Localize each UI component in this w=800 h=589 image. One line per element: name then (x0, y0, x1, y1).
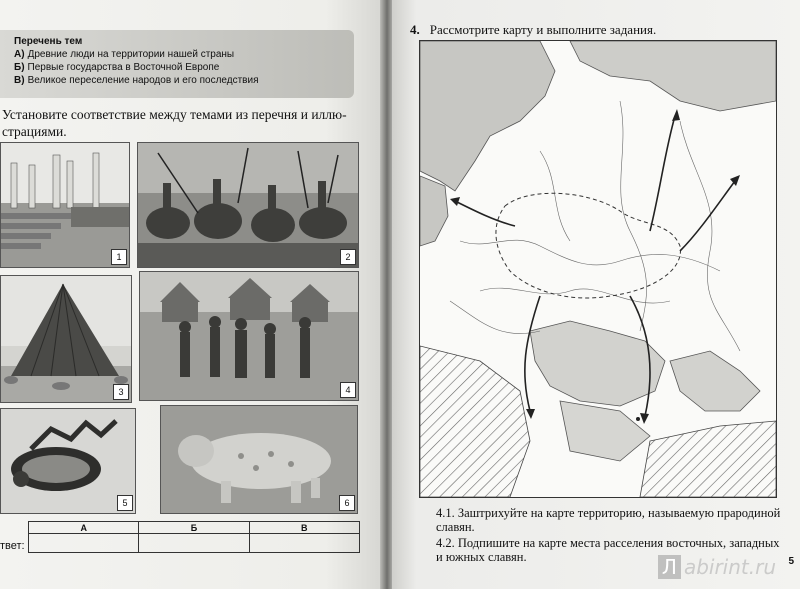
topic-item-v: В) Великое переселение народов и его последствия (14, 75, 259, 86)
settlement-image (140, 272, 358, 400)
task-instruction: Установите соответствие между темами из перечня и иллю- страциями. (2, 107, 347, 139)
answer-cell-b[interactable] (139, 534, 249, 553)
topics-title: Перечень тем (14, 36, 83, 47)
topics-box (0, 30, 354, 98)
outline-map[interactable] (419, 40, 777, 498)
illustration-4 (139, 271, 359, 401)
illustration-number: 1 (111, 249, 127, 265)
illustration-number: 4 (340, 382, 356, 398)
ruins-image (1, 143, 129, 267)
golden-deer-image (1, 409, 135, 513)
illustration-number: 5 (117, 495, 133, 511)
subtask-4-1: 4.1. Заштрихуйте на карте территорию, называемую прародиной славян. (436, 506, 781, 534)
illustration-5 (0, 408, 136, 514)
answer-cell-v[interactable] (249, 534, 360, 553)
answer-col-a: А (29, 522, 139, 534)
battle-image (138, 143, 358, 267)
answer-col-b: Б (139, 522, 249, 534)
subtask-4-2: 4.2. Подпишите на карте места расселения восточных, западных и южных славян. (436, 536, 780, 564)
watermark: Л abirint.ru (658, 555, 776, 579)
task-4-title: 4. Рассмотрите карту и выполните задания. (410, 22, 657, 37)
illustration-3 (0, 275, 132, 403)
right-page (392, 0, 800, 589)
page-number: 5 (788, 556, 794, 567)
illustration-number: 2 (340, 249, 356, 265)
illustration-6 (160, 405, 358, 514)
hut-image (1, 276, 131, 402)
illustration-1 (0, 142, 130, 268)
illustration-number: 3 (113, 384, 129, 400)
illustration-number: 6 (339, 495, 355, 511)
answer-col-v: В (249, 522, 360, 534)
europe-outline-map (420, 41, 776, 497)
answer-table (28, 521, 360, 553)
answer-label: твет: (0, 540, 25, 552)
answer-cell-a[interactable] (29, 534, 139, 553)
bison-figurine-image (161, 406, 357, 513)
illustration-2 (137, 142, 359, 268)
left-page (0, 0, 383, 589)
topic-item-b: Б) Первые государства в Восточной Европе (14, 62, 220, 73)
topic-item-a: А) Древние люди на территории нашей страны (14, 49, 235, 60)
